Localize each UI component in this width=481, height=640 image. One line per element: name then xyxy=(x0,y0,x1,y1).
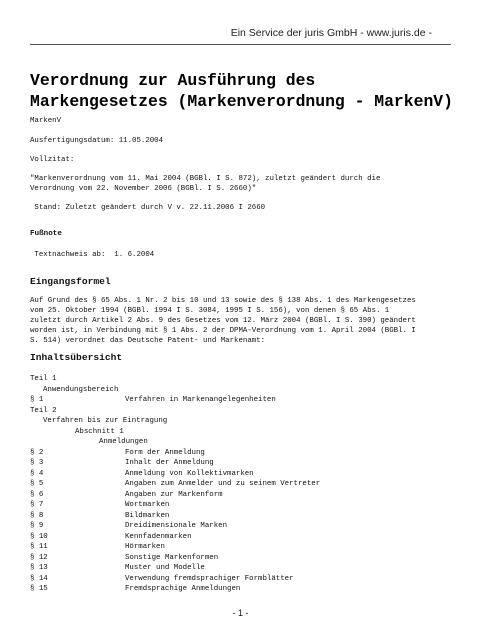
toc-row xyxy=(30,563,450,573)
toc-row xyxy=(30,521,450,531)
toc-row xyxy=(30,395,450,405)
vollzitat-label: Vollzitat: xyxy=(30,156,75,164)
toc-label: Verfahren bis zur Eintragung xyxy=(43,417,168,425)
toc-number: § 14 xyxy=(30,574,48,583)
toc-number: § 5 xyxy=(30,480,44,488)
toc-row xyxy=(30,374,450,384)
toc-row xyxy=(30,385,450,395)
toc-label: Verfahren in Markenangelegenheiten xyxy=(125,396,276,404)
toc-number: § 2 xyxy=(30,448,44,457)
toc-label: Wortmarken xyxy=(125,501,170,509)
inhalt-heading: Inhaltsübersicht xyxy=(30,352,123,363)
toc-row xyxy=(30,458,450,468)
toc-label: Kennfadenmarken xyxy=(125,532,192,541)
toc-row xyxy=(30,416,450,426)
page-number: - 1 - xyxy=(232,608,249,618)
toc-row xyxy=(30,469,450,479)
page-title xyxy=(30,70,470,112)
toc-number: § 4 xyxy=(30,469,44,478)
toc-label: Anwendungsbereich xyxy=(43,385,119,394)
eingangsformel-line-5: S. 514) verordnet das Deutsche Patent- und Markenamt: xyxy=(30,337,266,345)
toc-number: § 15 xyxy=(30,585,48,593)
eingangsformel-heading: Eingangsformel xyxy=(30,276,111,287)
toc-number: § 7 xyxy=(30,501,44,509)
toc-row xyxy=(30,511,450,521)
eingangsformel-line-2: vom 25. Oktober 1994 (BGBl. 1994 I S. 3084, 1995 I S. 156), von denen § 65 Abs. 1 xyxy=(30,307,390,315)
toc-label: Fremdsprachige Anmeldungen xyxy=(125,585,241,593)
toc-label: Angaben zum Anmelder und zu seinem Vertreter xyxy=(125,480,321,488)
toc-label: Sonstige Markenformen xyxy=(125,553,219,562)
header-rule xyxy=(30,44,451,45)
toc-row xyxy=(30,479,450,489)
toc-label: Muster und Modelle xyxy=(125,564,205,572)
toc-number: § 12 xyxy=(30,553,48,562)
eingangsformel-line-1: Auf Grund des § 65 Abs. 1 Nr. 2 bis 10 und 13 sowie des § 138 Abs. 1 des Markengesetzes xyxy=(30,297,416,305)
toc-number: § 13 xyxy=(30,564,48,572)
toc-row xyxy=(30,406,450,416)
fussnote-heading: Fußnote xyxy=(30,230,62,238)
toc-label: Bildmarken xyxy=(125,511,170,520)
eingangsformel-line-4: worden ist, in Verbindung mit § 1 Abs. 2 der DPMA-Verordnung vom 1. April 2004 (BGBl. I xyxy=(30,327,416,335)
toc-number: § 10 xyxy=(30,532,48,541)
toc-row xyxy=(30,427,450,437)
toc-number: § 3 xyxy=(30,459,44,467)
toc-label: Abschnitt 1 xyxy=(75,427,124,436)
vollzitat-line-1: "Markenverordnung vom 11. Mai 2004 (BGBl. I S. 872), zuletzt geändert durch die xyxy=(30,175,381,183)
toc-label: Inhalt der Anmeldung xyxy=(125,459,214,467)
toc-label: Anmeldungen xyxy=(99,438,148,446)
toc-number: § 11 xyxy=(30,543,48,551)
short-name: MarkenV xyxy=(30,117,62,125)
toc-label: Form der Anmeldung xyxy=(125,448,205,457)
toc-label: Angaben zur Markenform xyxy=(125,490,223,499)
toc-row xyxy=(30,584,450,594)
textnachweis-line: Textnachweis ab: 1. 6.2004 xyxy=(30,251,155,259)
toc-row xyxy=(30,500,450,510)
toc-row xyxy=(30,553,450,563)
toc-row xyxy=(30,437,450,447)
toc-number: § 1 xyxy=(30,396,44,404)
header-service-text: Ein Service der juris GmbH - www.juris.de - xyxy=(230,27,432,39)
stand-line: Stand: Zuletzt geändert durch V v. 22.11.2006 I 2660 xyxy=(30,204,266,212)
toc-number: § 6 xyxy=(30,490,44,499)
toc-number: Teil 1 xyxy=(30,375,57,383)
toc-label: Verwendung fremdsprachiger Formblätter xyxy=(125,574,294,583)
eingangsformel-line-3: zuletzt durch Artikel 2 Abs. 9 des Gesetzes vom 12. März 2004 (BGBl. I S. 390) geändert xyxy=(30,317,416,325)
toc-label: Hörmarken xyxy=(125,543,165,551)
title-line-2: Markengesetzes (Markenverordnung - MarkenV) xyxy=(30,92,453,111)
toc-row xyxy=(30,490,450,500)
toc-row xyxy=(30,574,450,584)
toc-row xyxy=(30,448,450,458)
toc-number: Teil 2 xyxy=(30,406,57,415)
vollzitat-line-2: Verordnung vom 22. November 2006 (BGBl. I S. 2660)" xyxy=(30,185,257,193)
title-line-1: Verordnung zur Ausführung des xyxy=(30,71,316,90)
toc-number: § 9 xyxy=(30,522,44,530)
toc-number: § 8 xyxy=(30,511,44,520)
ausfertigungsdatum: Ausfertigungsdatum: 11.05.2004 xyxy=(30,137,164,145)
toc-row xyxy=(30,542,450,552)
toc-label: Anmeldung von Kollektivmarken xyxy=(125,469,254,478)
toc-row xyxy=(30,532,450,542)
toc-label: Dreidimensionale Marken xyxy=(125,522,228,530)
